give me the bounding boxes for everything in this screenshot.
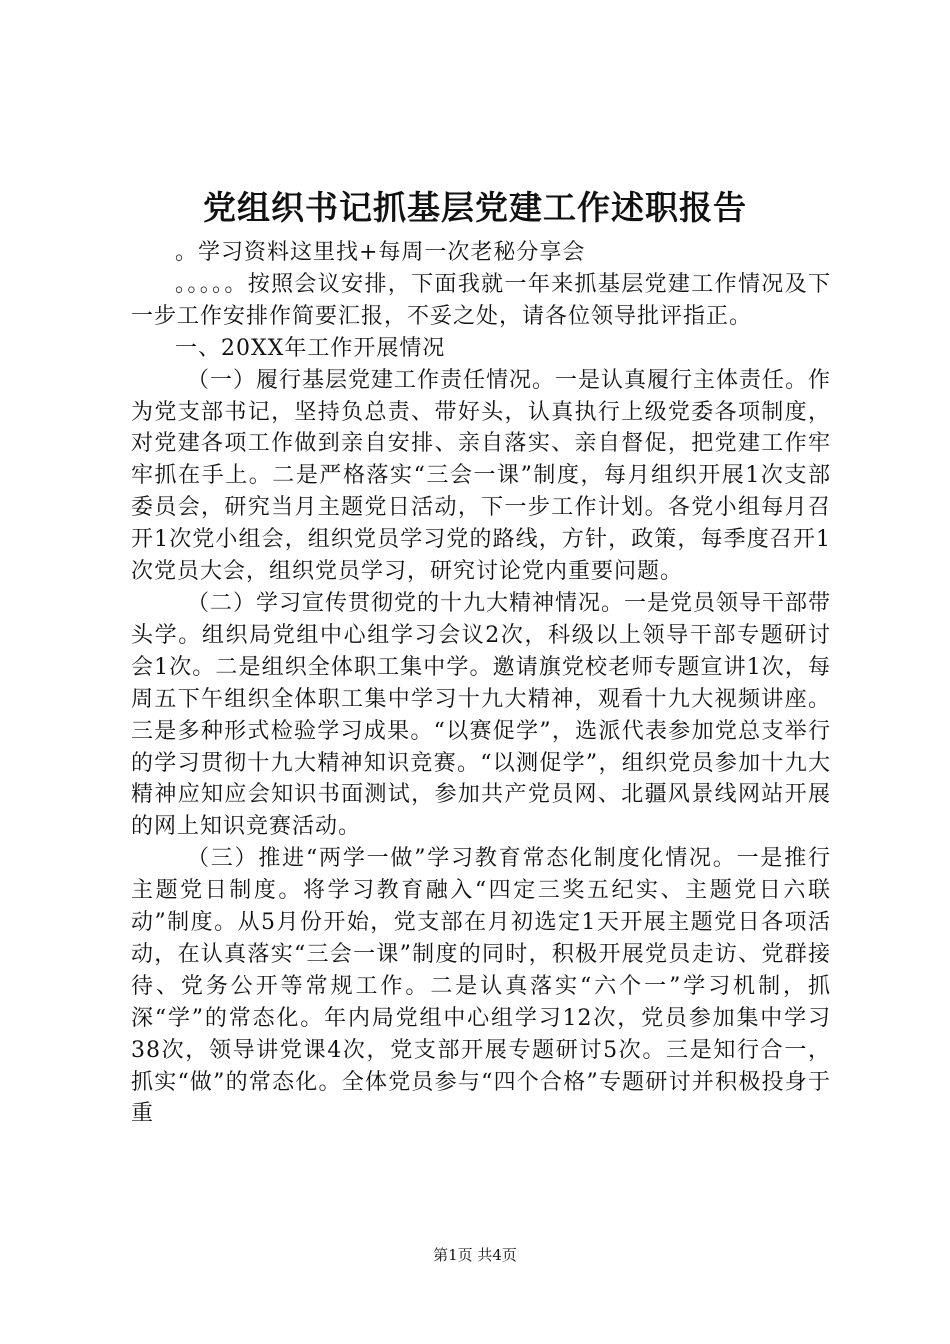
paragraph-resource-note: 。学习资料这里找+每周一次老秘分享会 xyxy=(175,240,586,265)
page-footer: 第1页 共4页 xyxy=(433,1246,517,1264)
paragraph-intro: 。。。。。按照会议安排，下面我就一年来抓基层党建工作情况及下一步工作安排作简要汇报，不妥之处，请各位领导批评指正。 xyxy=(131,271,831,329)
document-body xyxy=(131,237,831,1130)
document-title: 党组织书记抓基层党建工作述职报告 xyxy=(203,188,747,227)
paragraph-section-1-2: （二）学习宣传贯彻党的十九大精神情况。一是党员领导干部带头学。组织局党组中心组学习会议2次，科级以上领导干部专题研讨会1次。二是组织全体职工集中学。邀请旗党校老师专题宣讲1次，每周五下午组织全体职工集中学习十九大精神，观看十九大视频讲座。三是多种形式检验学习成果。“以赛促学”，选派代表参加党总支举行的学习贯彻十九大精神知识竞赛。“以测促学”，组织党员参加十九大精神应知应会知识书面测试，参加共产党员网、北疆风景线网站开展的网上知识竞赛活动。 xyxy=(131,590,832,840)
section-heading-1: 一、20XX年工作开展情况 xyxy=(175,335,446,361)
paragraph-section-1-1: （一）履行基层党建工作责任情况。一是认真履行主体责任。作为党支部书记，坚持负总责、带好头，认真执行上级党委各项制度，对党建各项工作做到亲自安排、亲自落实、亲自督促，把党建工作牢牢抓在手上。二是严格落实“三会一课”制度，每月组织开展1次支部委员会，研究当月主题党日活动，下一步工作计划。各党小组每月召开1次党小组会，组织党员学习党的路线，方针，政策，每季度召开1次党员大会，组织党员学习，研究讨论党内重要问题。 xyxy=(131,367,832,585)
paragraph-section-1-3: （三）推进“两学一做”学习教育常态化制度化情况。一是推行主题党日制度。将学习教育融入“四定三奖五纪实、主题党日六联动”制度。从5月份开始，党支部在月初选定1天开展主题党日各项活动，在认真落实“三会一课”制度的同时，积极开展党员走访、党群接待、党务公开等常规工作。二是认真落实“六个一”学习机制，抓深“学”的常态化。年内局党组中心组学习12次，党员参加集中学习38次，领导讲党课4次，党支部开展专题研讨5次。三是知行合一，抓实“做”的常态化。全体党员参与“四个合格”专题研讨并积极投身于重 xyxy=(131,846,831,1127)
